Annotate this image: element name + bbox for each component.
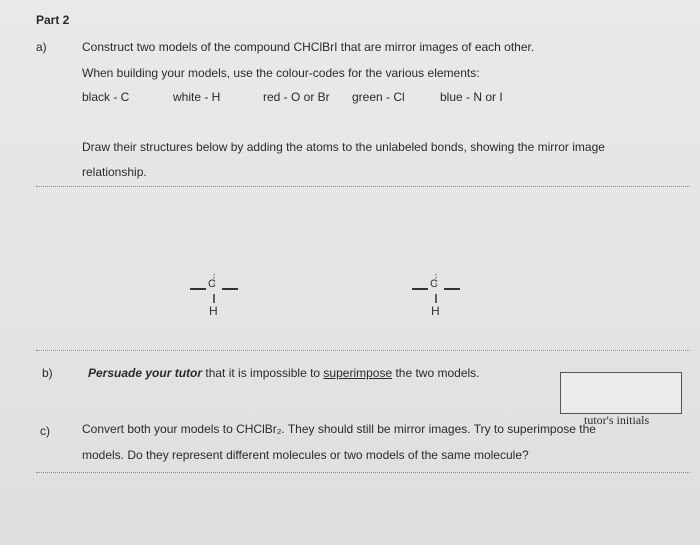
section-b-mid: that it is impossible to (202, 366, 324, 380)
section-c-label: c) (40, 424, 50, 438)
section-c-line1: Convert both your models to CHClBr₂. They should still be mirror images. Try to superimpose the (82, 422, 596, 436)
divider-bottom (36, 472, 690, 473)
section-a-line1: Construct two models of the compound CHClBrI that are mirror images of each other. (82, 40, 535, 54)
divider-middle (36, 350, 690, 351)
section-b-text (88, 366, 480, 380)
section-b-end: the two models. (392, 366, 480, 380)
tutor-initials-label: tutor's initials (584, 413, 650, 427)
colour-code-carbon: black - C (82, 90, 130, 104)
molecule-right-hydrogen: H (431, 304, 440, 318)
molecule-left (184, 272, 244, 332)
draw-instruction-line1: Draw their structures below by adding the atoms to the unlabeled bonds, showing the mirror image (82, 140, 605, 154)
colour-code-oxygen-bromine: red - O or Br (263, 90, 330, 104)
colour-code-chlorine: green - Cl (352, 90, 405, 104)
tutor-initials-box[interactable] (560, 372, 682, 414)
section-a-line2: When building your models, use the colour-codes for the various elements: (82, 66, 480, 80)
draw-instruction-line2: relationship. (82, 165, 147, 179)
section-b-label: b) (42, 366, 53, 380)
molecule-right-carbon: C (430, 278, 438, 290)
molecule-left-hydrogen: H (209, 304, 218, 318)
section-a-label: a) (36, 40, 47, 54)
section-b-superimpose: superimpose (323, 366, 393, 380)
molecule-left-carbon: C (208, 278, 216, 290)
part-title: Part 2 (36, 13, 70, 27)
colour-code-hydrogen: white - H (173, 90, 221, 104)
section-c-line2: models. Do they represent different molecules or two models of the same molecule? (82, 448, 529, 462)
divider-top (36, 186, 690, 187)
colour-code-nitrogen-iodine: blue - N or I (440, 90, 503, 104)
molecule-right (406, 272, 466, 332)
section-b-persuade: Persuade your tutor (88, 366, 203, 380)
